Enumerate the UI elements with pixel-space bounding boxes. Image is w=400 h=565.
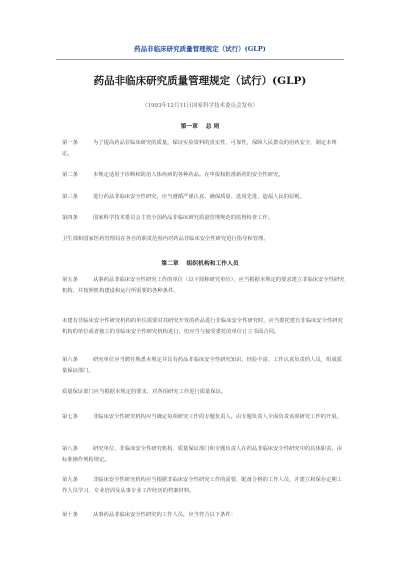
article: 第十条 从事药品非临床安全性研究的工作人员，应当符合以下条件： <box>62 512 237 518</box>
header-divider <box>56 59 344 60</box>
article: 第三条 进行药品非临床安全性研究，应当遵循严谨认真、确保质量、选用先进、造福人民的原则。 <box>62 194 305 200</box>
chapter-heading: 第二章 组织机构和工作人员 <box>161 261 239 267</box>
paragraph: 卫生部和国家医药管理局在各自的职责范围内对药品非临床安全性研究进行指导和管理。 <box>62 236 269 242</box>
article: 第四条 国家科学技术委员会主管全国药品非临床研究质量管理规范的监督检查工作。 <box>62 215 274 221</box>
article: 第九条 非临床安全性研究机构应当根据非临床安全性研究工作的需要，配备合格的工作人员，并建立和保存定期工作人员学习、专业培训及从事专业工作经历的档案材料。 <box>62 477 342 494</box>
document-subtitle: （1993年12月11日国家科学技术委员会发布） <box>142 103 258 109</box>
article: 第六条 研究单位应当聘任熟悉本规定并具有药品非临床安全性研究知识、经验丰富、工作认真负责的人员，组成质量保证部门。 <box>62 357 342 374</box>
running-header: 药品非临床研究质量管理规定（试行）(GLP) <box>134 45 266 53</box>
article: 第五条 从事药品非临床安全性研究工作的单位（以下简称研究单位），应当根据本规定的要求建立非临床安全性研究机构，并按照机构建设和运行所需要的各种条件。 <box>62 277 345 294</box>
article: 第七条 非临床安全性研究机构应当确定每项研究工作的专题负责人，由专题负责人全面负责该项研究工作的开展。 <box>62 414 342 420</box>
chapter-heading: 第一章 总 则 <box>180 124 220 130</box>
article: 第一条 为了提高药品非临床研究的质量，保证实验资料的真实性、可靠性，保障人民群众的用药安全，制定本规定。 <box>62 140 337 157</box>
document-title: 药品非临床研究质量管理规定（试行）(GLP) <box>93 75 307 87</box>
paragraph: 未建有非临床安全性研究机构的单位需要对其研究开发的药品进行非临床安全性研究时，应当委托建有非临床安全性研究机构的单位或者独立的非临床安全性研究机构进行，但应当与接受委托的单位订立书面合同。 <box>62 318 343 335</box>
paragraph: 质量保证部门应当根据本规定的要求，对各项研究工作进行质量保证。 <box>62 389 227 395</box>
article: 第八条 研究单位、非临床安全性研究机构、质量保证部门和专题负责人在药品非临床安全性研究中的具体职责，由标准操作规程规定。 <box>62 446 342 463</box>
article: 第二条 本规定适用于诊断和防治人体疾病的各种药品。在申报和批准新药的安全性研究。 <box>62 172 284 178</box>
